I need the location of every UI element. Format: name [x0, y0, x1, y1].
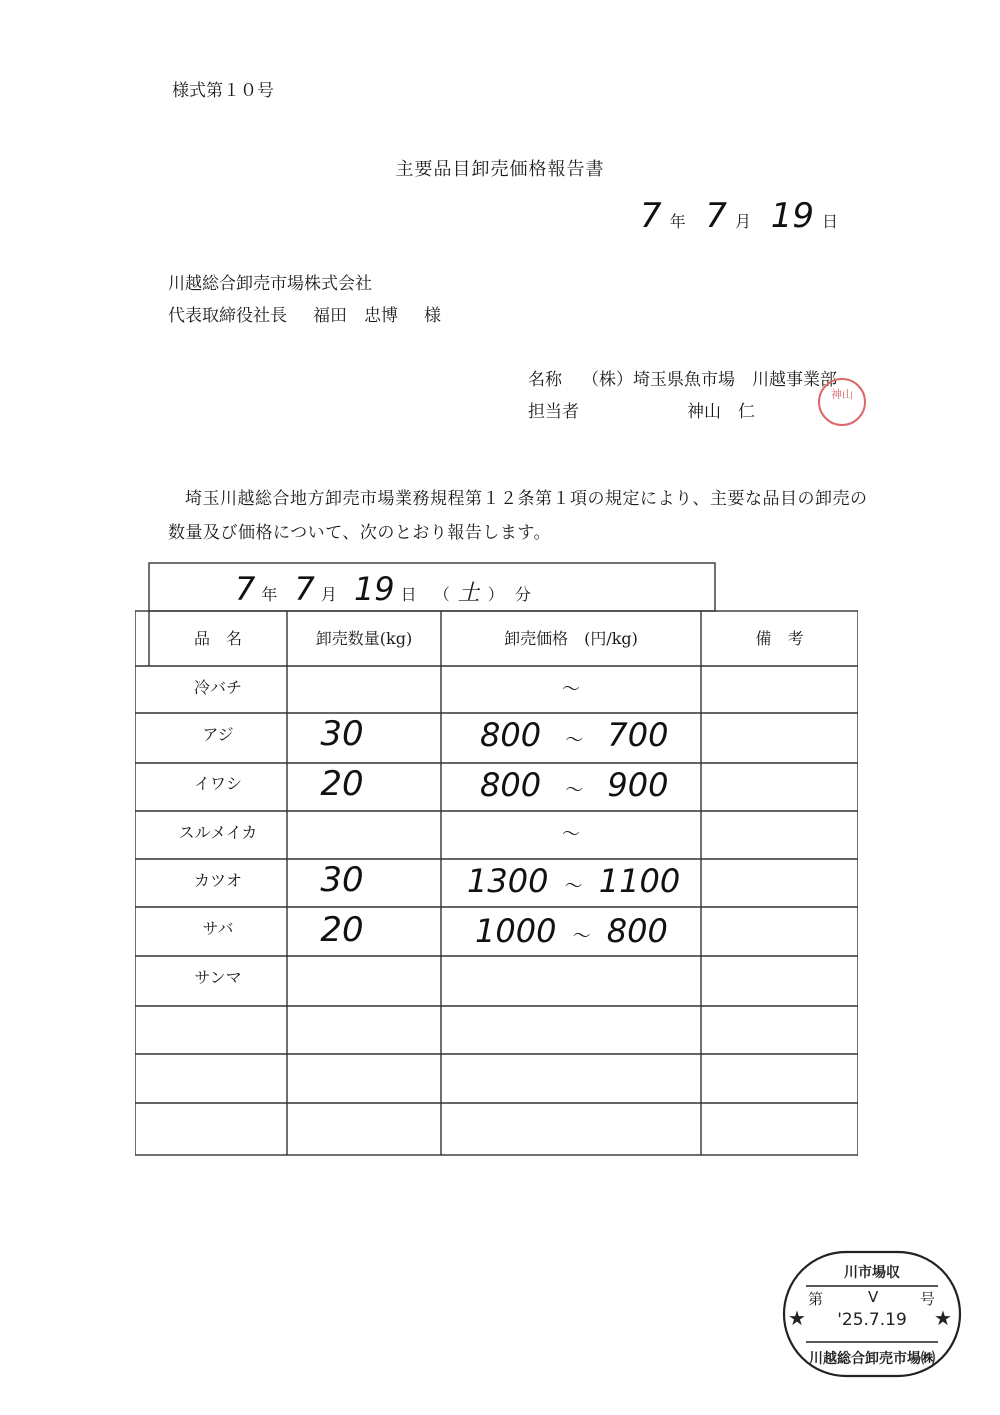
report-year: 7: [640, 196, 662, 236]
table-month: 7: [294, 570, 315, 608]
sender-name-label: 名称: [528, 370, 562, 390]
table-year-label: 年: [261, 585, 278, 604]
table-grid: [135, 562, 858, 1156]
personal-seal: 神山: [818, 378, 866, 426]
row-item-name: イワシ: [193, 774, 242, 793]
row-price-separator: ～: [564, 876, 583, 897]
table-date-suffix: 分: [514, 585, 531, 604]
sender-person-name: 神山 仁: [687, 402, 755, 422]
row-price-separator: ～: [562, 679, 580, 700]
row-price-range: [480, 766, 669, 804]
stamp-top: 川市場収: [844, 1265, 900, 1281]
row-price-low: 800: [480, 766, 542, 804]
row-item-name: アジ: [202, 725, 234, 744]
month-label: 月: [735, 212, 752, 231]
table-weekday: 土: [457, 581, 480, 606]
row-item-name: サバ: [202, 919, 234, 938]
row-price-separator: ～: [565, 730, 584, 751]
row-price-high: 900: [607, 766, 669, 804]
weekday-open: （: [433, 585, 450, 604]
row-price-separator: ～: [572, 926, 591, 947]
report-month: 7: [705, 196, 728, 236]
addressee-company: 川越総合卸売市場株式会社: [168, 274, 372, 294]
weekday-close: ）: [487, 585, 504, 604]
row-price-low: 1000: [475, 912, 557, 950]
row-quantity: 30: [320, 714, 364, 754]
row-quantity: 20: [320, 910, 364, 950]
row-item-name: カツオ: [193, 871, 242, 890]
header-item: 品 名: [193, 629, 242, 648]
header-remarks: 備 考: [755, 629, 804, 648]
row-price-range: [480, 716, 669, 754]
form-number: 様式第１０号: [172, 81, 274, 101]
stamp-date: '25.7.19: [837, 1310, 907, 1330]
year-label: 年: [669, 212, 686, 231]
stamp-number-label: 第: [808, 1290, 824, 1308]
row-price-high: 700: [607, 716, 669, 754]
row-price-low: 1300: [467, 862, 549, 900]
row-price-separator: ～: [562, 824, 580, 845]
receipt-stamp: [782, 1250, 962, 1378]
intro-paragraph: 埼玉川越総合地方卸売市場業務規程第１２条第１項の規定により、主要な品目の卸売の数量及び価格について、次のとおり報告します。: [168, 489, 868, 543]
report-day: 19: [770, 196, 815, 236]
header-price: 卸売価格 (円/kg): [504, 629, 638, 648]
sender-block: [528, 364, 837, 428]
row-item-name: 冷バチ: [193, 678, 242, 697]
stamp-star-left: ★: [788, 1306, 806, 1330]
table-date-row: [235, 570, 531, 608]
row-price-high: 1100: [598, 862, 681, 900]
day-label: 日: [822, 212, 839, 231]
sender-name-value: （株）埼玉県魚市場 川越事業部: [582, 370, 837, 390]
row-price-high: 800: [606, 912, 668, 950]
row-price-separator: ～: [565, 780, 584, 801]
row-price-range: [467, 862, 680, 900]
stamp-star-right: ★: [934, 1306, 952, 1330]
addressee-position: 代表取締役社長: [168, 306, 287, 326]
stamp-bottom: 川越総合卸売市場㈱: [809, 1351, 935, 1367]
addressee-honorific: 様: [424, 306, 441, 326]
row-price-range: [475, 912, 668, 950]
header-quantity: 卸売数量(kg): [315, 629, 413, 648]
sender-person-label: 担当者: [528, 402, 579, 422]
row-item-name: スルメイカ: [178, 823, 258, 842]
table-month-label: 月: [320, 585, 337, 604]
row-quantity: 30: [320, 860, 364, 900]
stamp-number: V: [868, 1288, 879, 1306]
addressee-block: [168, 268, 467, 332]
price-report-table: [135, 562, 858, 1156]
report-date: [640, 196, 838, 236]
document-title: 主要品目卸売価格報告書: [395, 159, 605, 180]
table-day-label: 日: [400, 585, 417, 604]
row-quantity: 20: [320, 764, 364, 804]
row-item-name: サンマ: [194, 968, 242, 987]
row-price-low: 800: [480, 716, 542, 754]
table-day: 19: [353, 570, 395, 608]
stamp-number-suffix: 号: [920, 1290, 936, 1308]
table-year: 7: [235, 570, 256, 608]
addressee-name: 福田 忠博: [313, 306, 398, 326]
